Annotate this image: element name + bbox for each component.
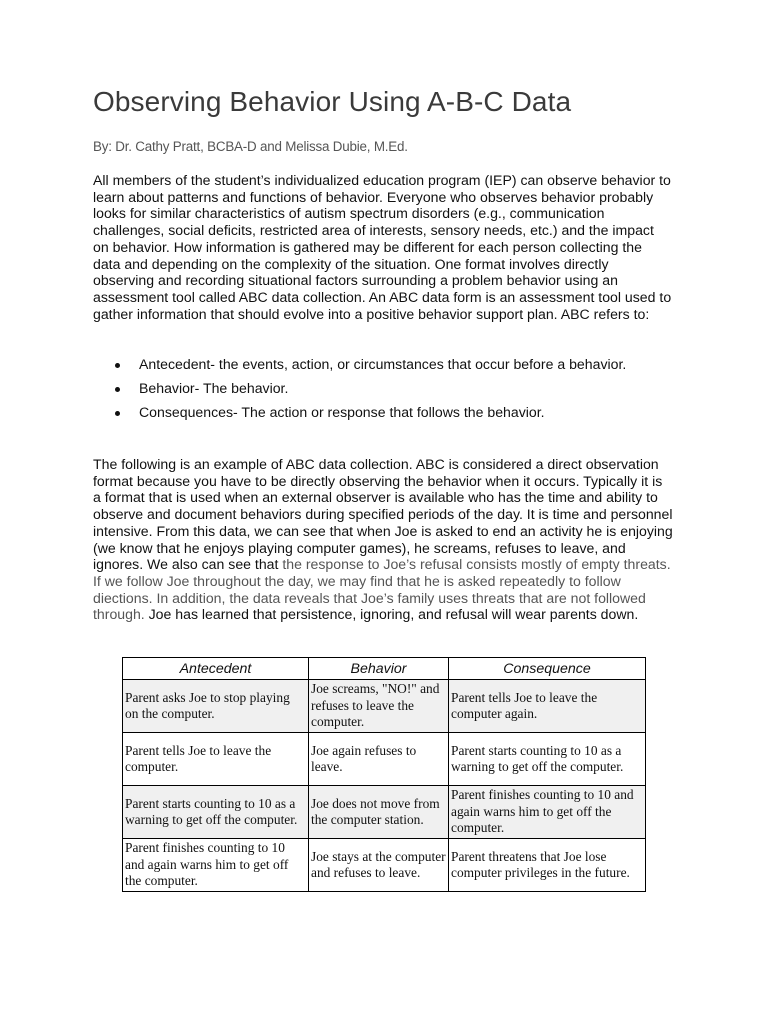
- table-cell: Joe does not move from the computer station.: [309, 786, 449, 839]
- example-text-part: the response to Joe’s refusal consists mostly of empty threats. If we follow Joe throughout the day, we may find that he is asked repeatedly to follow diections. In: [93, 556, 671, 606]
- column-header-consequence: Consequence: [449, 658, 646, 680]
- table-row: [123, 733, 646, 786]
- table-cell: Parent finishes counting to 10 and again warns him to get off the computer.: [449, 786, 646, 839]
- table-cell: Parent threatens that Joe lose computer privileges in the future.: [449, 839, 646, 892]
- table-cell: Parent asks Joe to stop playing on the computer.: [123, 680, 309, 733]
- author-byline: By: Dr. Cathy Pratt, BCBA-D and Melissa Dubie, M.Ed.: [93, 139, 408, 154]
- example-text-part: addition, the data reveals that Joe’s family uses threats that are not followed through.: [93, 589, 646, 623]
- page-title: Observing Behavior Using A-B-C Data: [93, 86, 572, 117]
- list-item: [93, 356, 673, 373]
- list-item: [93, 380, 673, 397]
- column-header-antecedent: Antecedent: [123, 658, 309, 680]
- table-cell: Joe again refuses to leave.: [309, 733, 449, 786]
- table-row: [123, 839, 646, 892]
- table-cell: Parent tells Joe to leave the computer.: [123, 733, 309, 786]
- example-text-part: Joe has learned that persistence, ignoring, and refusal will wear parents down.: [144, 606, 639, 623]
- example-paragraph: [93, 456, 673, 623]
- list-item-text: Antecedent- the events, action, or circumstances that occur before a behavior.: [139, 356, 627, 372]
- table-row: [123, 680, 646, 733]
- example-text-part: The following is an example of ABC data collection. ABC is considered a direct observation format because you have to be directly observing the behavior when it occurs. Typically it is a format that is used when an external observer is available who has the time and ability to observe and document behaviors during specified periods of the day. It is time and personnel intensive. From this data, we can see that when Joe is asked to end an activity he is enjoying (we know that he enjoys playing computer games), he screams, refuses to leave, and ignores. We also can see that: [93, 456, 673, 573]
- table-cell: Parent starts counting to 10 as a warning to get off the computer.: [123, 786, 309, 839]
- abc-definition-list: [93, 356, 673, 429]
- intro-paragraph: All members of the student’s individualized education program (IEP) can observe behavior to learn about patterns and functions of behavior. Everyone who observes behavior probably looks for similar characteristics of autism spectrum disorders (e.g., communication challenges, social deficits, restricted area of interests, sensory needs, etc.) and the impact on behavior. How information is gathered may be different for each person collecting the data and depending on the complexity of the situation. One format involves directly observing and recording situational factors surrounding a problem behavior using an assessment tool called ABC data collection. An ABC data form is an assessment tool used to gather information that should evolve into a positive behavior support plan. ABC refers to:: [93, 172, 672, 322]
- table-header-row: [123, 658, 646, 680]
- bullet-icon: [115, 387, 120, 392]
- list-item-text: Behavior- The behavior.: [139, 380, 289, 397]
- table-row: [123, 786, 646, 839]
- list-item-text: Consequences- The action or response that follows the behavior.: [139, 404, 545, 421]
- column-header-behavior: Behavior: [309, 658, 449, 680]
- abc-data-table: [122, 657, 646, 892]
- table-cell: Parent finishes counting to 10 and again warns him to get off the computer.: [123, 839, 309, 892]
- table-cell: Joe stays at the computer and refuses to leave.: [309, 839, 449, 892]
- table-cell: Joe screams, "NO!" and refuses to leave the computer.: [309, 680, 449, 733]
- table-cell: Parent starts counting to 10 as a warning to get off the computer.: [449, 733, 646, 786]
- list-item: [93, 404, 673, 421]
- table-cell: Parent tells Joe to leave the computer again.: [449, 680, 646, 733]
- bullet-icon: [115, 411, 120, 416]
- bullet-icon: [115, 363, 120, 368]
